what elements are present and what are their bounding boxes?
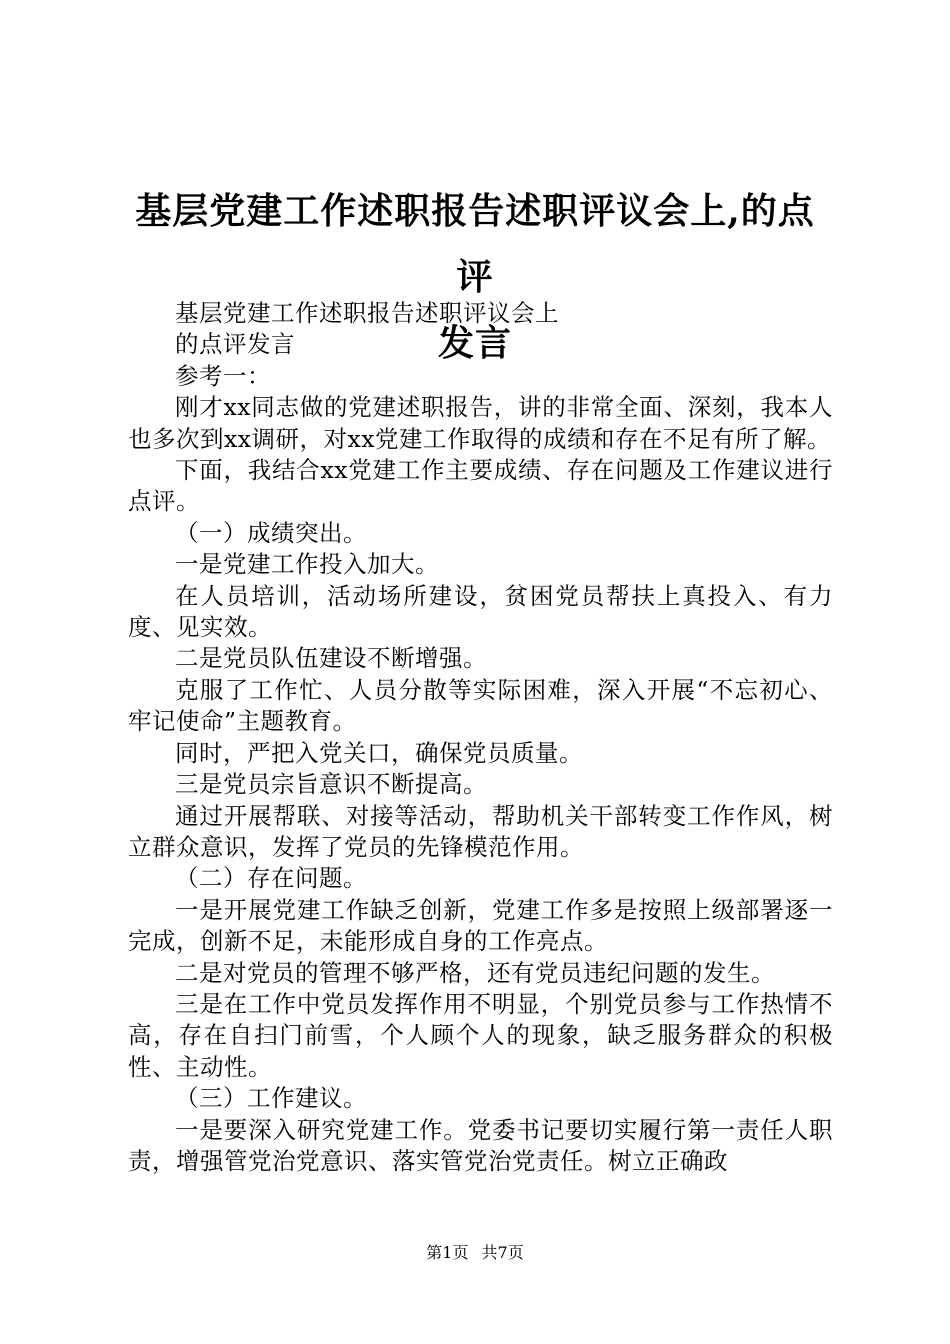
- paragraph: （三）工作建议。: [175, 1084, 367, 1113]
- paragraph: 通过开展帮联、对接等活动，帮助机关干部转变工作作风，树立群众意识，发挥了党员的先锋模范作用。: [128, 801, 833, 861]
- page-footer: [0, 1243, 950, 1263]
- paragraph: 一是开展党建工作缺乏创新，党建工作多是按照上级部署逐一完成，创新不足，未能形成自身的工作亮点。: [128, 895, 833, 956]
- paragraph: 基层党建工作述职报告述职评议会上: [175, 299, 559, 327]
- page-total: 共7页: [481, 1243, 524, 1262]
- paragraph: 克服了工作忙、人员分散等实际困难，深入开展“不忘初心、牢记使命”主题教育。: [128, 675, 833, 736]
- paragraph: 三是党员宗旨意识不断提高。: [175, 770, 487, 799]
- title-line-1: 基层党建工作述职报告述职评议会上,的点评: [135, 190, 815, 298]
- paragraph: 刚才xx同志做的党建述职报告，讲的非常全面、深刻，我本人也多次到xx调研，对xx党建工作取得的成绩和存在不足有所了解。: [128, 393, 833, 453]
- paragraph: 一是党建工作投入加大。: [175, 550, 439, 579]
- paragraph: 三是在工作中党员发挥作用不明显，个别党员参与工作热情不高，存在自扫门前雪，个人顾个人的现象，缺乏服务群众的积极性、主动性。: [128, 989, 833, 1081]
- paragraph: 二是对党员的管理不够严格，还有党员违纪问题的发生。: [175, 958, 775, 987]
- paragraph: 一是要深入研究党建工作。党委书记要切实履行第一责任人职责，增强管党治党意识、落实管党治党责任。树立正确政: [128, 1115, 833, 1175]
- paragraph: （二）存在问题。: [175, 864, 367, 893]
- document-body: [128, 298, 833, 1177]
- paragraph: 二是党员队伍建设不断增强。: [175, 644, 487, 673]
- paragraph: （一）成绩突出。: [175, 518, 367, 547]
- paragraph: 在人员培训，活动场所建设，贫困党员帮扶上真投入、有力度、见实效。: [128, 581, 833, 642]
- paragraph: 下面，我结合xx党建工作主要成绩、存在问题及工作建议进行点评。: [128, 456, 833, 516]
- paragraph: 的点评发言: [175, 330, 295, 359]
- paragraph: 参考一：: [175, 361, 271, 390]
- title-line-2: 发言: [437, 322, 512, 364]
- page-number: 第1页: [426, 1243, 469, 1262]
- paragraph: 同时，严把入党关口，确保党员质量。: [175, 738, 583, 767]
